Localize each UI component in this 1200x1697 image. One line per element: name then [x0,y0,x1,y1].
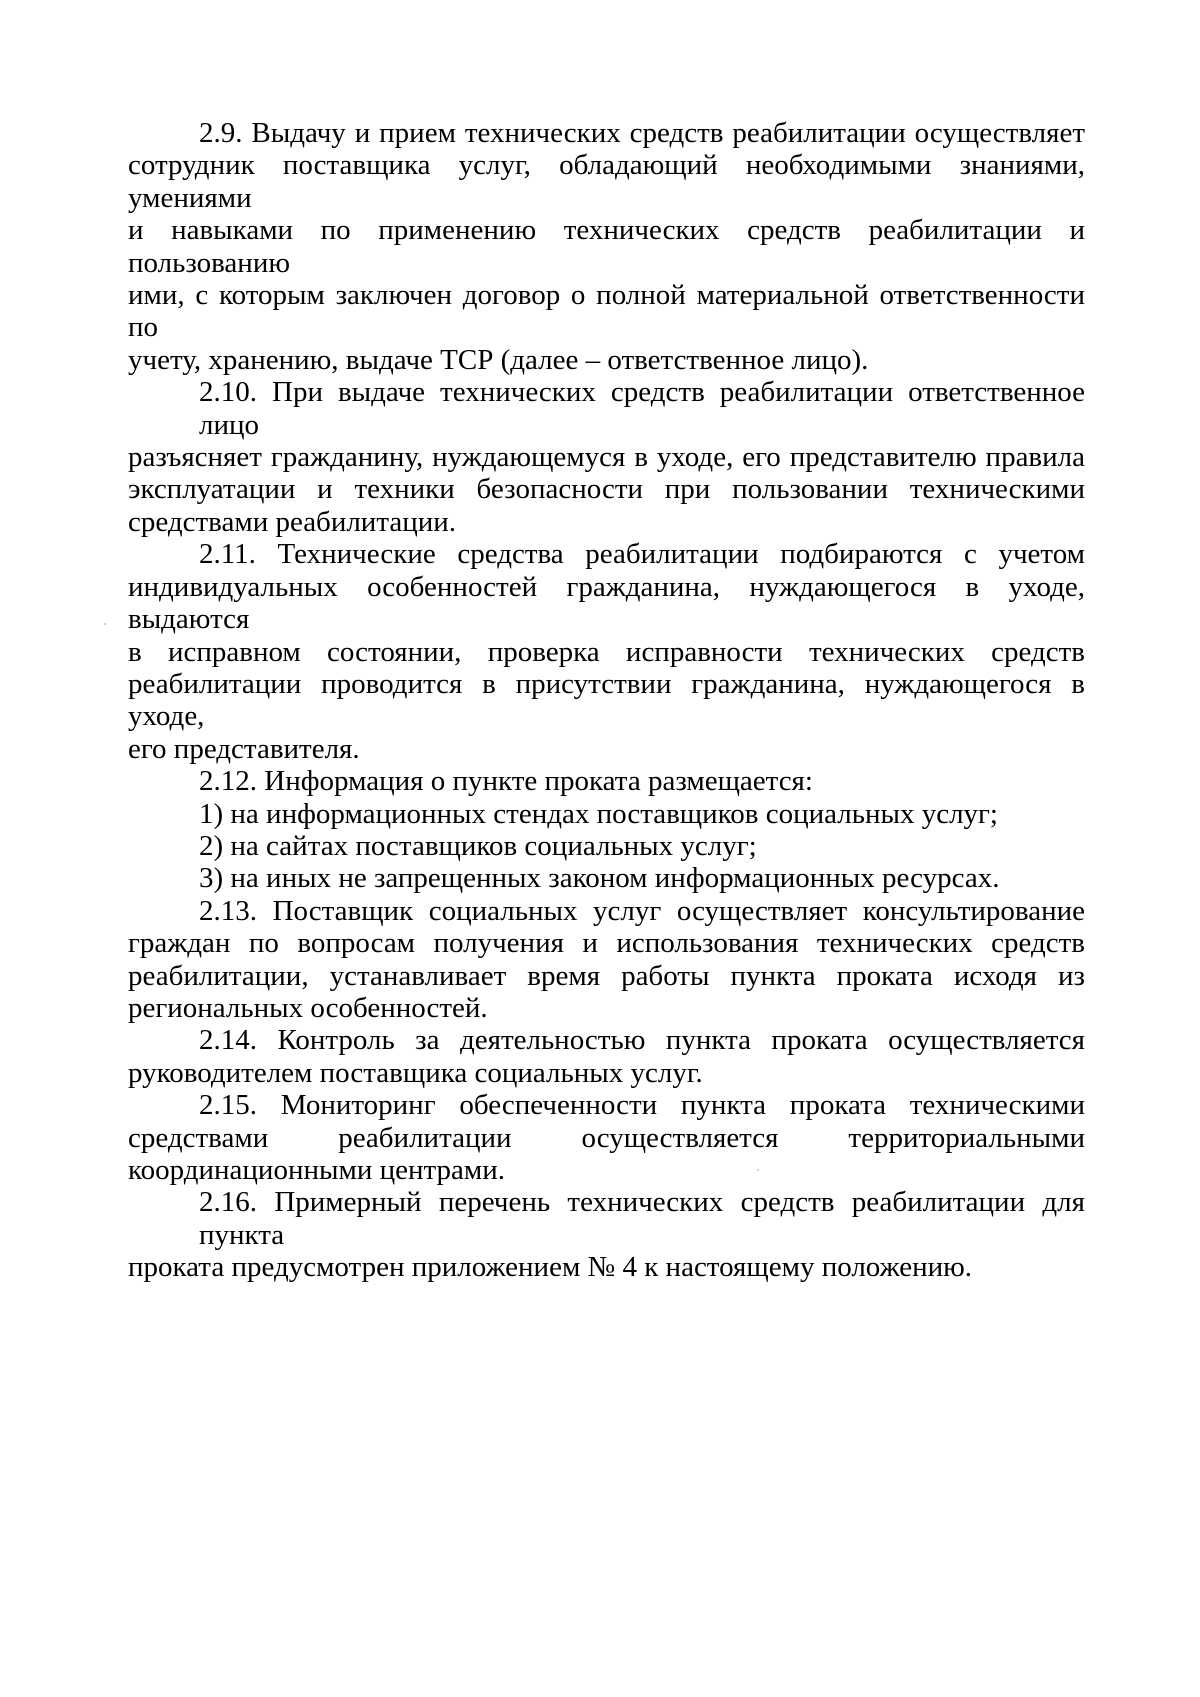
paragraph-2-12 [128,765,1085,797]
text-line: 2.10. При выдаче технических средств реабилитации ответственное лицо [199,376,1085,441]
text-line: координационными центрами. [128,1154,506,1186]
paragraph-2-12-1 [128,798,1085,830]
paragraph-2-11 [128,538,1085,765]
text-line: реабилитации проводится в присутствии гражданина, нуждающегося в уходе, [128,667,1085,733]
text-line: руководителем поставщика социальных услуг. [128,1056,703,1089]
text-line: 2.15. Мониторинг обеспеченности пункта проката техническими [199,1089,1085,1122]
text-line: ими, с которым заключен договор о полной материальной ответственности по [128,279,1085,344]
text-line: реабилитации, устанавливает время работы пункта проката исходя из [128,959,1085,992]
text-line: 2.12. Информация о пункте проката размещается: [199,765,813,798]
text-line: 2.14. Контроль за деятельностью пункта проката осуществляется [199,1024,1085,1057]
text-line: разъясняет гражданину, нуждающемуся в уходе, его представителю правила [128,441,1085,474]
text-line: 3) на иных не запрещенных законом информационных ресурсах. [199,862,1000,895]
text-line: средствами реабилитации осуществляется территориальными [128,1121,1085,1154]
text-line: эксплуатации и техники безопасности при пользовании техническими [128,473,1085,506]
text-line: его представителя. [128,732,360,765]
paragraph-2-14 [128,1024,1085,1089]
paragraph-2-13 [128,895,1085,1025]
paragraph-2-16 [128,1186,1085,1283]
paragraph-2-10 [128,376,1085,538]
text-line: региональных особенностей. [128,991,488,1024]
text-line: 1) на информационных стендах поставщиков социальных услуг; [199,797,998,830]
text-line: в исправном состоянии, проверка исправности технических средств [128,635,1085,668]
text-line: 2) на сайтах поставщиков социальных услуг; [199,829,757,862]
text-line: средствами реабилитации. [128,505,457,538]
text-line: 2.11. Технические средства реабилитации подбираются с учетом [199,538,1085,571]
paragraph-2-12-2 [128,830,1085,862]
text-line: сотрудник поставщика услуг, обладающий необходимыми знаниями, умениями [128,149,1085,214]
document-body [128,117,1085,1284]
text-line: и навыками по применению технических средств реабилитации и пользованию [128,214,1085,279]
paragraph-2-12-3 [128,862,1085,894]
paragraph-2-15 [128,1089,1085,1186]
scan-speck [104,623,106,625]
text-line: 2.13. Поставщик социальных услуг осуществляет консультирование [199,894,1085,927]
text-line: учету, хранению, выдаче ТСР (далее – ответственное лицо). [128,343,869,376]
text-line: проката предусмотрен приложением № 4 к настоящему положению. [128,1251,973,1284]
text-line: 2.16. Примерный перечень технических средств реабилитации для пункта [199,1186,1085,1251]
text-line: 2.9. Выдачу и прием технических средств реабилитации осуществляет [199,117,1085,149]
paragraph-2-9 [128,117,1085,376]
text-line: граждан по вопросам получения и использования технических средств [128,927,1085,960]
text-line: индивидуальных особенностей гражданина, нуждающегося в уходе, выдаются [128,570,1085,636]
